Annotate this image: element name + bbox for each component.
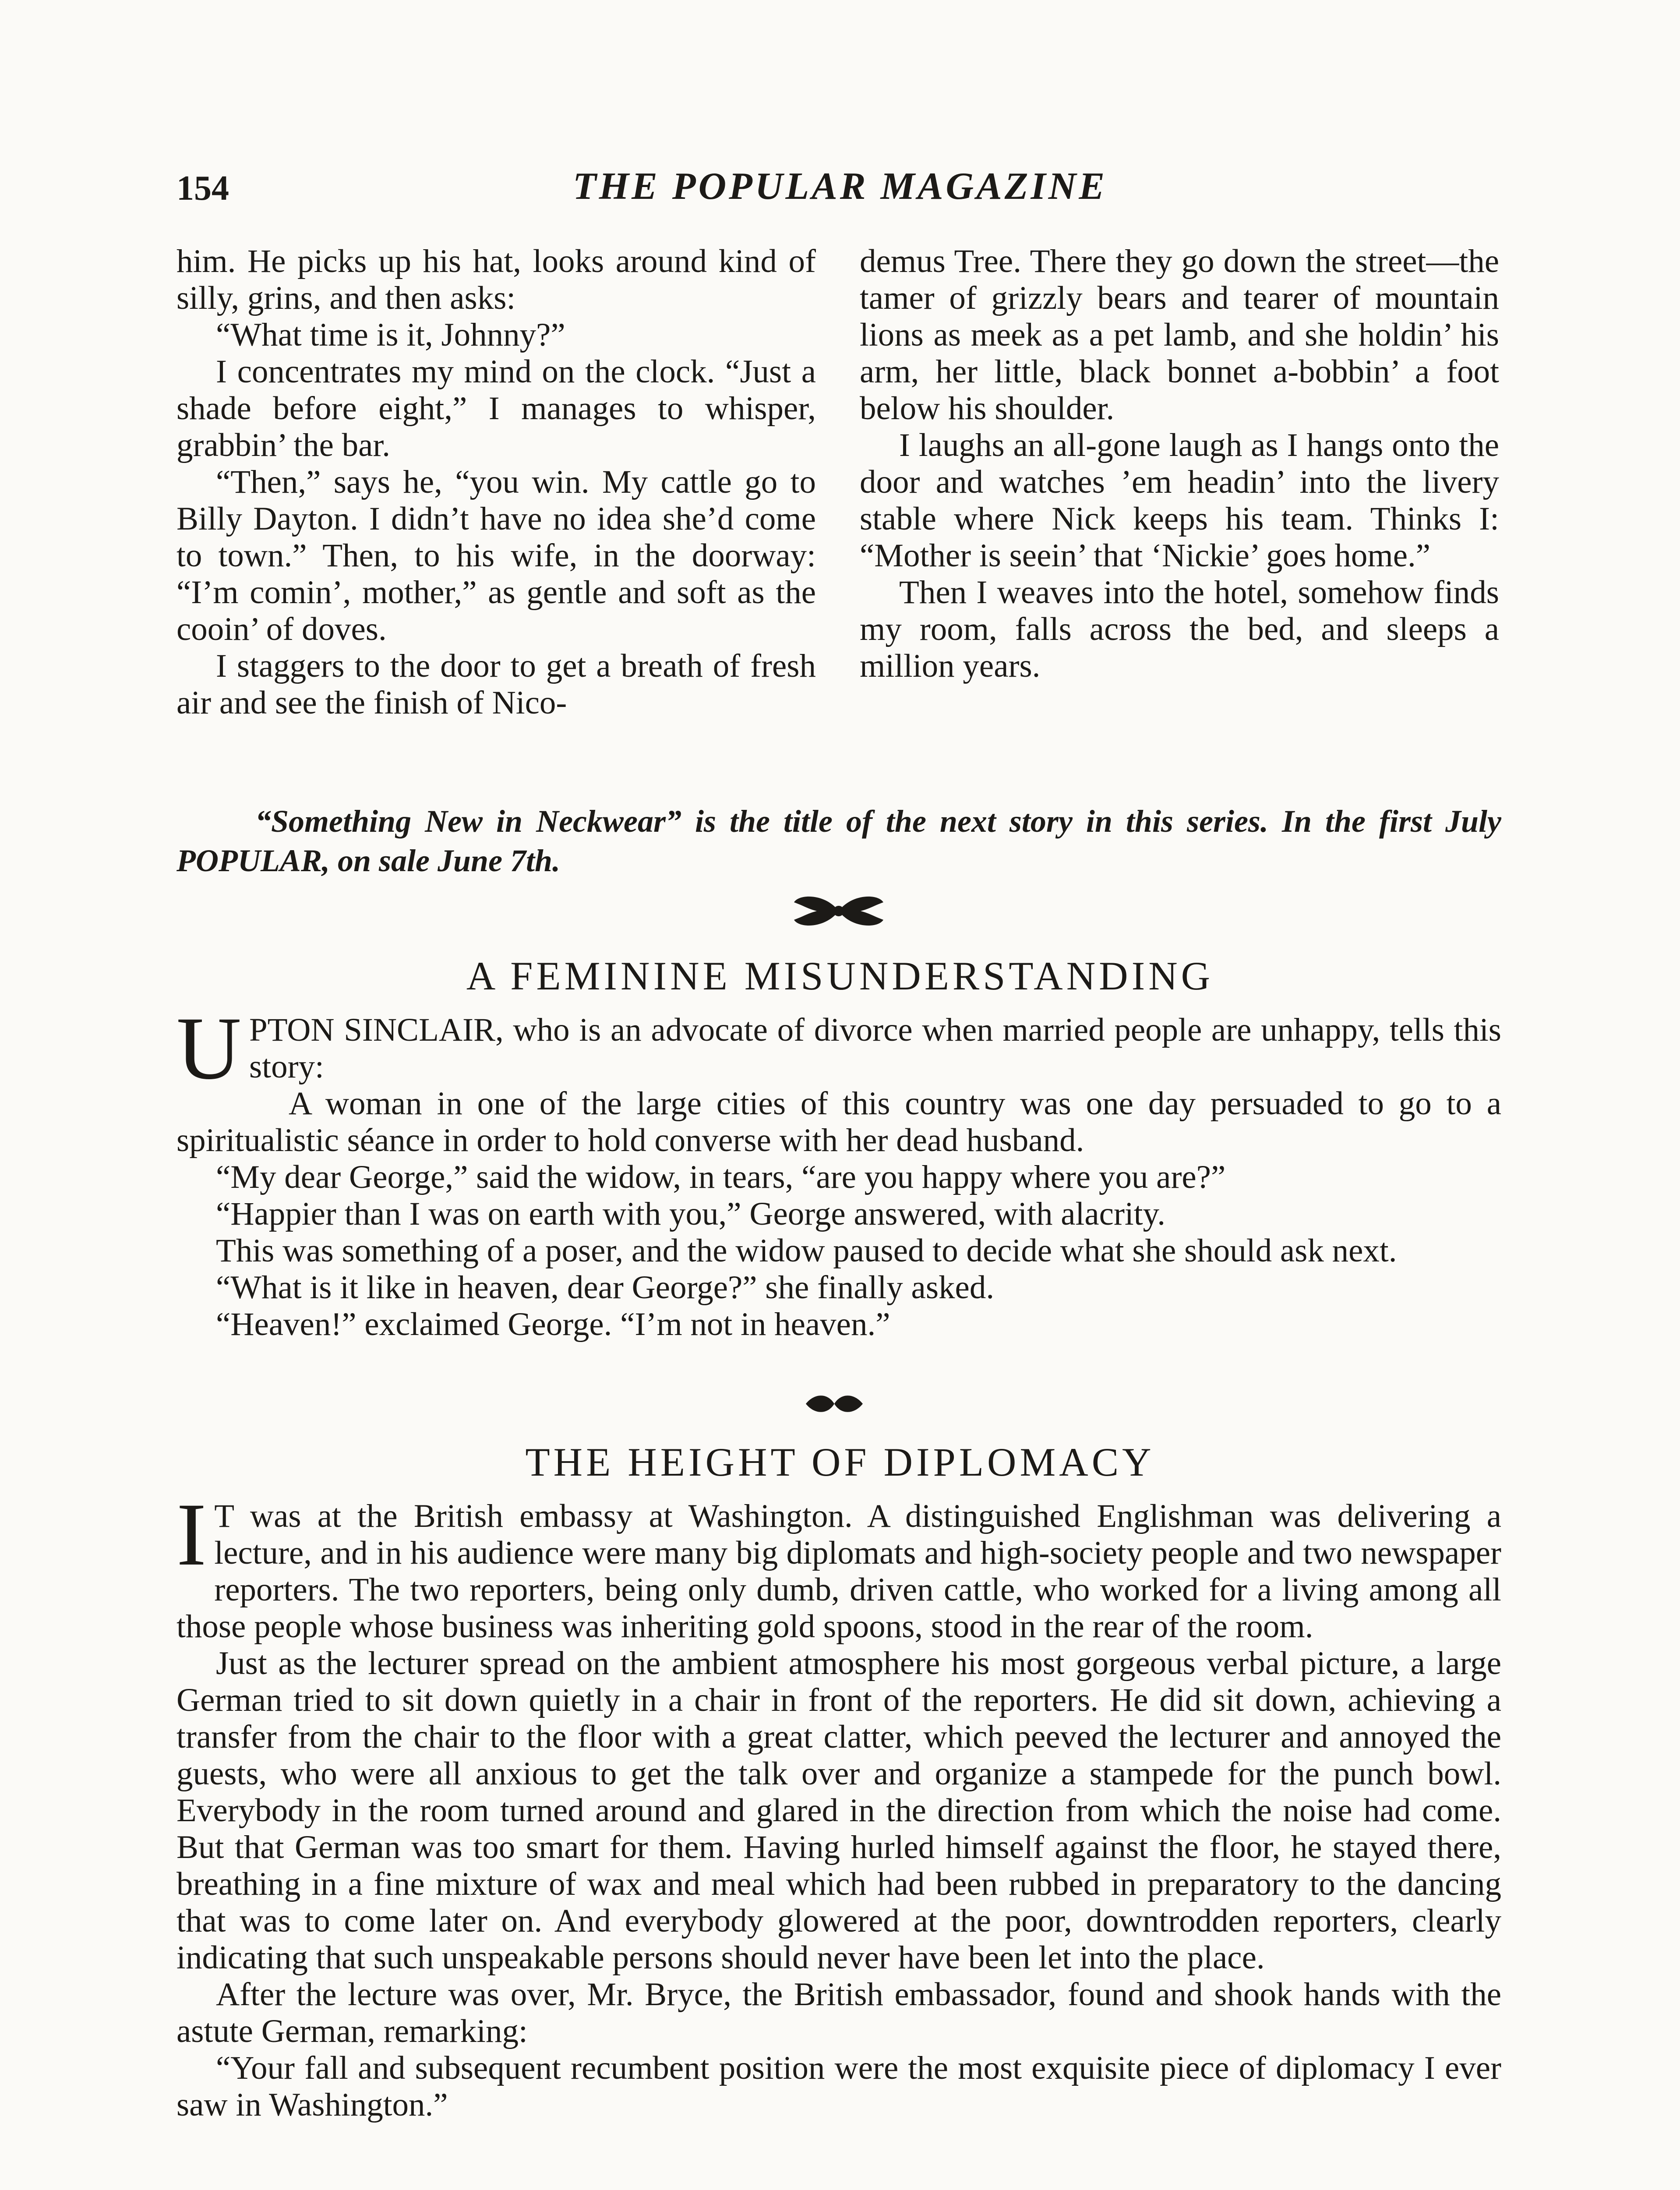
article-1-paragraph: “Heaven!” exclaimed George. “I’m not in heaven.” xyxy=(216,1306,890,1342)
story-left-column xyxy=(176,243,816,721)
article-2-paragraph: Just as the lecturer spread on the ambient atmosphere his most gorgeous verbal picture, a large German tried to sit down quietly in a chair in front of the reporters. He did sit down, achieving a transfer from the chair to the floor with a great clatter, which peeved the lecturer and annoyed the guests, who were all anxious to get the talk over and organize a stampede for the punch bowl. Everybody in the room turned around and glared in the direction from which the noise had come. But that German was too smart for them. Having hurled himself against the floor, he stayed there, breathing in a fine mixture of wax and meal which had been rubbed in preparatory to the dancing that was to come later on. And everybody glowered at the poor, downtrodden reporters, clearly indicating that such unspeakable persons should never have been let into the place. xyxy=(176,1645,1501,1976)
story-left-paragraph: “What time is it, Johnny?” xyxy=(216,317,565,353)
article-1-paragraph: A woman in one of the large cities of this country was one day persuaded to go to a spiritualistic séance in order to hold converse with her dead husband. xyxy=(176,1085,1501,1159)
article-2-paragraph: “Your fall and subsequent recumbent position were the most exquisite piece of diplomacy I ever saw in Washington.” xyxy=(176,2050,1501,2123)
article-2-paragraph: T was at the British embassy at Washington. A distinguished Englishman was delivering a lecture, and in his audience were many big diplomats and high-society people and two newspaper reporters. The two reporters, being only dumb, driven cattle, who worked for a living among all those people whose business was inheriting gold spoons, stood in the rear of the room. xyxy=(176,1498,1501,1645)
story-right-column xyxy=(860,243,1499,685)
article-2-body xyxy=(176,1485,1501,2123)
story-left-paragraph: I staggers to the door to get a breath of fresh air and see the finish of Nico- xyxy=(176,648,816,721)
story-left-paragraph: “Then,” says he, “you win. My cattle go to Billy Dayton. I didn’t have no idea she’d come to town.” Then, to his wife, in the doorway: “I’m comin’, mother,” as gentle and soft as the cooin’ of doves. xyxy=(176,464,816,647)
next-story-note-text: “Something New in Neckwear” is the title of the next story in this series. In the first July POPULAR, on sale June 7th. xyxy=(176,804,1501,878)
story-right-paragraph: Then I weaves into the hotel, somehow finds my room, falls across the bed, and sleeps a million years. xyxy=(860,574,1499,684)
article-1-body xyxy=(176,999,1501,1343)
article-2-paragraph: After the lecture was over, Mr. Bryce, the British embassador, found and shook hands with the astute German, remarking: xyxy=(176,1976,1501,2049)
story-left-paragraph: I concentrates my mind on the clock. “Just a shade before eight,” I manages to whisper, grabbin’ the bar. xyxy=(176,353,816,463)
article-1-paragraph: “My dear George,” said the widow, in tears, “are you happy where you are?” xyxy=(216,1159,1226,1195)
article-1-paragraph: PTON SINCLAIR, who is an advocate of divorce when married people are unhappy, tells this story: xyxy=(249,1012,1501,1085)
next-story-note xyxy=(176,802,1501,880)
article-2-title: THE HEIGHT OF DIPLOMACY xyxy=(525,1440,1155,1484)
article-1-paragraph: “What is it like in heaven, dear George?” she finally asked. xyxy=(216,1269,995,1306)
leaf-ornament-icon xyxy=(801,1391,867,1417)
article-2-drop-cap: I xyxy=(176,1485,207,1584)
article-1-paragraph: This was something of a poser, and the widow paused to decide what she should ask next. xyxy=(216,1233,1397,1269)
article-1-drop-cap: U xyxy=(176,999,242,1098)
story-right-paragraph: demus Tree. There they go down the street—the tamer of grizzly bears and tearer of mountain lions as meek as a pet lamb, and she holdin’ his arm, her little, black bonnet a-bobbin’ a foot below his shoulder. xyxy=(860,243,1499,427)
article-1-title: A FEMININE MISUNDERSTANDING xyxy=(466,954,1214,998)
story-left-paragraph: him. He picks up his hat, looks around kind of silly, grins, and then asks: xyxy=(176,243,816,316)
bow-ornament-icon xyxy=(791,889,887,933)
page-number: 154 xyxy=(176,169,229,208)
article-1-paragraph: “Happier than I was on earth with you,” George answered, with alacrity. xyxy=(216,1196,1165,1232)
story-right-paragraph: I laughs an all-gone laugh as I hangs onto the door and watches ’em headin’ into the livery stable where Nick keeps his team. Thinks I: “Mother is seein’ that ‘Nickie’ goes home.” xyxy=(860,427,1499,574)
running-head: THE POPULAR MAGAZINE xyxy=(572,165,1108,208)
